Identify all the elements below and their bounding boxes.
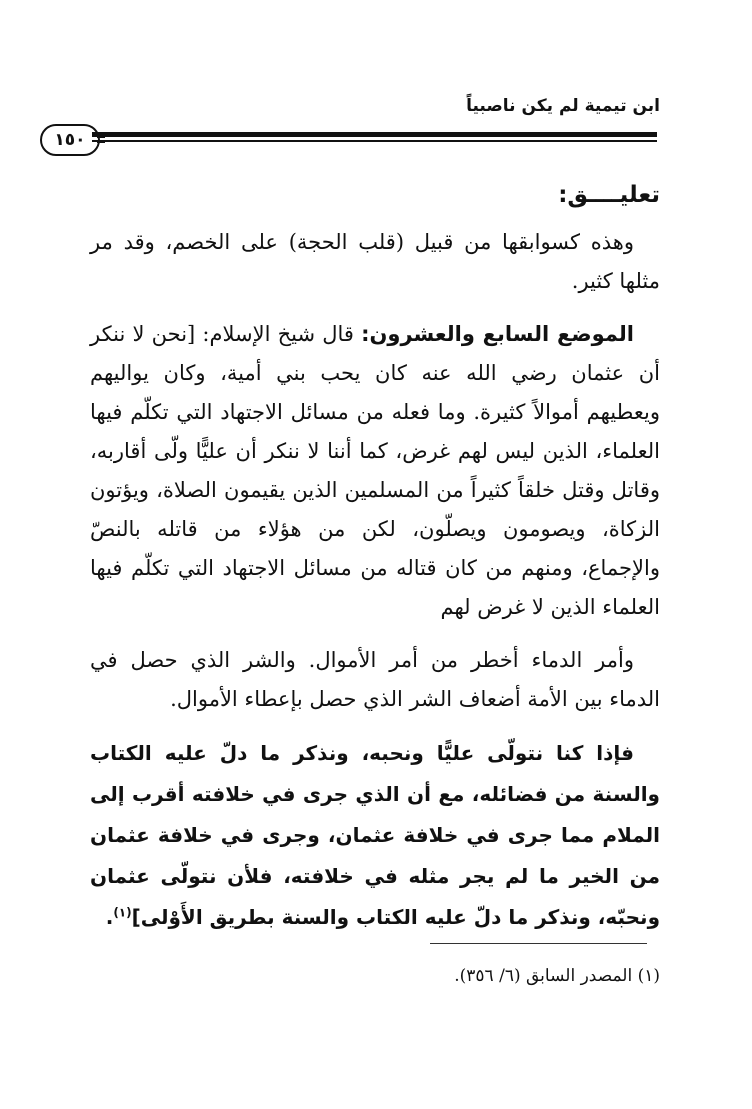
footnote-text: المصدر السابق (٦/ ٣٥٦). <box>454 966 633 986</box>
running-head: ابن تيمية لم يكن ناصبياً <box>466 96 660 116</box>
header-rule-thin <box>92 140 657 142</box>
paragraph-1: وهذه كسوابقها من قبيل (قلب الحجة) على الخصم، وقد مر مثلها كثير. <box>90 230 660 293</box>
page-number: ١٥٠ <box>40 124 100 156</box>
paragraph-2-text: قال شيخ الإسلام: [نحن لا ننكر أن عثمان رضي الله عنه كان يحب بني أمية، وكان يواليهم ويعطيهم أموالاً كثيرة. وما فعله من مسائل الاجتهاد التي تكلّم فيها العلماء، الذين ليس لهم غرض، كما أننا لا ننكر أن عليًّا ولّى أقاربه، وقاتل وقتل خلقاً كثيراً من المسلمين الذين يقيمون الصلاة، ويؤتون الزكاة، ويصومون ويصلّون، لكن من هؤلاء من قاتله بالنصّ والإجماع، ومنهم من كان قتاله من مسائل الاجتهاد التي تكلّم فيها العلماء الذين لا غرض لهم <box>90 322 660 619</box>
footnote-marker: (١) <box>637 966 660 986</box>
paragraph-2 <box>90 315 660 627</box>
paragraph-4 <box>90 733 660 938</box>
header-rule-thick <box>92 132 657 137</box>
footnote-rule <box>430 943 647 944</box>
section-heading: تعليــــق: <box>558 182 660 208</box>
paragraph-4-text: فإذا كنا نتولّى عليًّا ونحبه، ونذكر ما دلّ عليه الكتاب والسنة من فضائله، مع أن الذي جرى في خلافته أقرب إلى الملام مما جرى في خلافة عثمان، وجرى في خلافة عثمان من الخير ما لم يجر مثله في خلافته، فلأن نتولّى عثمان ونحبّه، ونذكر ما دلّ عليه الكتاب والسنة بطريق الأَوْلى] <box>90 741 660 929</box>
paragraph-2-label: الموضع السابع والعشرون: <box>361 322 634 346</box>
main-text <box>90 176 660 952</box>
paragraph-4-end: . <box>105 905 114 929</box>
paragraph-3: وأمر الدماء أخطر من أمر الأموال. والشر الذي حصل في الدماء بين الأمة أضعاف الشر الذي حصل بإعطاء الأموال. <box>90 648 660 711</box>
footnote <box>90 966 660 986</box>
footnote-reference: (١) <box>113 905 132 920</box>
